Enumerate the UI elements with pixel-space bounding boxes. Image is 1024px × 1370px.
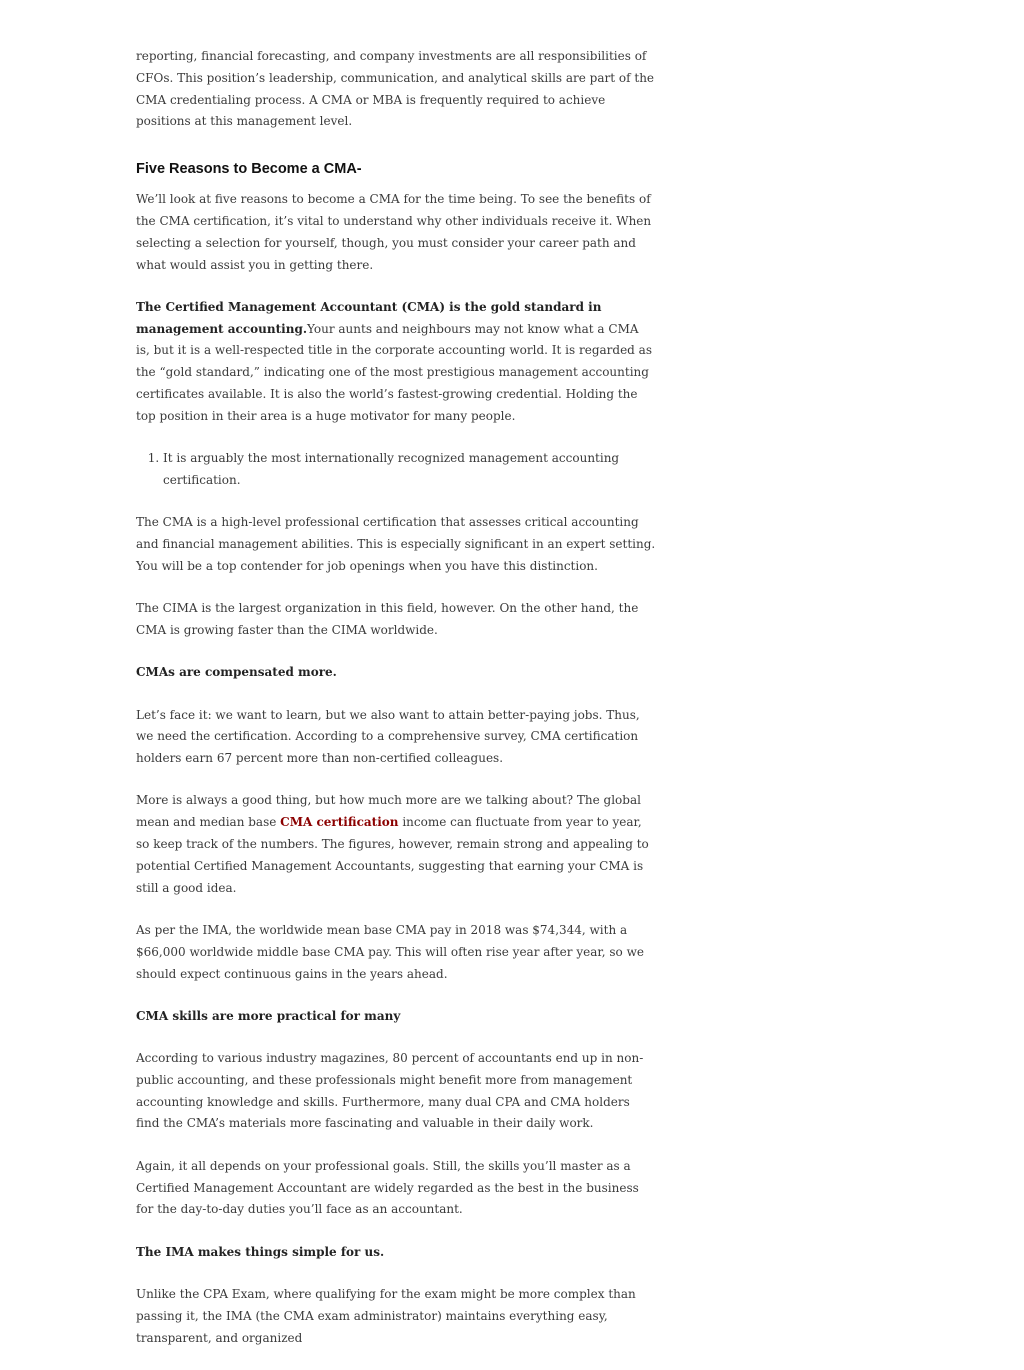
paragraph-goals: Again, it all depends on your professional goals. Still, the skills you’ll master as a Certified Management Accountant are widely regarded as the best in the business for the day-to-day duties you’ll face as an accountant.: [136, 1158, 639, 1217]
reason-skills: [136, 1006, 656, 1028]
paragraph-income-before: More is always a good thing, but how much more are we talking about? The global mean and median base: [136, 793, 641, 830]
article-body: [136, 46, 656, 1370]
section-heading: Five Reasons to Become a CMA-: [136, 161, 362, 178]
paragraph-income: [136, 790, 656, 899]
paragraph-industry: According to various industry magazines, 80 percent of accountants end up in non-public accounting, and these professionals might benefit more from management accounting knowledge and skills. Furthermore, many dual CPA and CMA holders find the CMA’s materials more fascinating and valuable in their daily work.: [136, 1051, 644, 1131]
paragraph-better-pay: Let’s face it: we want to learn, but we also want to attain better-paying jobs. Thus, we need the certification. According to a comprehensive survey, CMA certification holders earn 67 percent more than non-certified colleagues.: [136, 707, 640, 766]
paragraph-cma-certification: The CMA is a high-level professional certification that assesses critical accounting and financial management abilities. This is especially significant in an expert setting. You will be a top contender for job openings when you have this distinction.: [136, 515, 656, 573]
cma-certification-link[interactable]: CMA certification: [280, 815, 399, 830]
intro-paragraph: reporting, financial forecasting, and company investments are all responsibilities of CFOs. This position’s leadership, communication, and analytical skills are part of the CMA credentialing process. A CMA or MBA is frequently required to achieve positions at this management level.: [136, 49, 655, 129]
paragraph-five-reasons: We’ll look at five reasons to become a CMA for the time being. To see the benefits of the CMA certification, it’s vital to understand why other individuals receive it. When selecting a selection for yourself, though, you must consider your career path and what would assist you in getting there.: [136, 192, 652, 272]
paragraph-cpa-exam: Unlike the CPA Exam, where qualifying for the exam might be more complex than passing it, the IMA (the CMA exam administrator) maintains everything easy, transparent, and organized: [136, 1286, 636, 1345]
reasons-list: [136, 448, 656, 492]
reason-compensated-heading: CMAs are compensated more.: [136, 665, 337, 680]
reason-skills-heading: CMA skills are more practical for many: [136, 1008, 401, 1023]
reason-gold-standard-body: Your aunts and neighbours may not know what a CMA is, but it is a well-respected title in the corporate accounting world. It is regarded as the “gold standard,” indicating one of the most prestigious management accounting certificates available. It is also the world’s fastest-growing credential. Holding the top position in their area is a huge motivator for many people.: [136, 321, 652, 423]
reason-compensated: [136, 662, 656, 684]
reason-ima-simple-heading: The IMA makes things simple for us.: [136, 1244, 385, 1259]
reason-gold-standard-heading: The Certified Management Accountant (CMA) is the gold standard in management accounting.: [136, 299, 602, 336]
paragraph-income-after: income can fluctuate from year to year, so keep track of the numbers. The figures, however, remain strong and appealing to potential Certified Management Accountants, suggesting that earning your CMA is still a good idea.: [136, 815, 649, 895]
paragraph-ima-pay: As per the IMA, the worldwide mean base CMA pay in 2018 was $74,344, with a $66,000 worldwide middle base CMA pay. This will often rise year after year, so we should expect continuous gains in the years ahead.: [136, 922, 644, 981]
reason-gold-standard: [136, 297, 656, 428]
paragraph-cima: The CIMA is the largest organization in this field, however. On the other hand, the CMA is growing faster than the CIMA worldwide.: [136, 601, 639, 637]
list-item: 1. It is arguably the most internationally recognized management accounting certification.: [163, 448, 656, 492]
reason-ima-simple: [136, 1242, 656, 1264]
